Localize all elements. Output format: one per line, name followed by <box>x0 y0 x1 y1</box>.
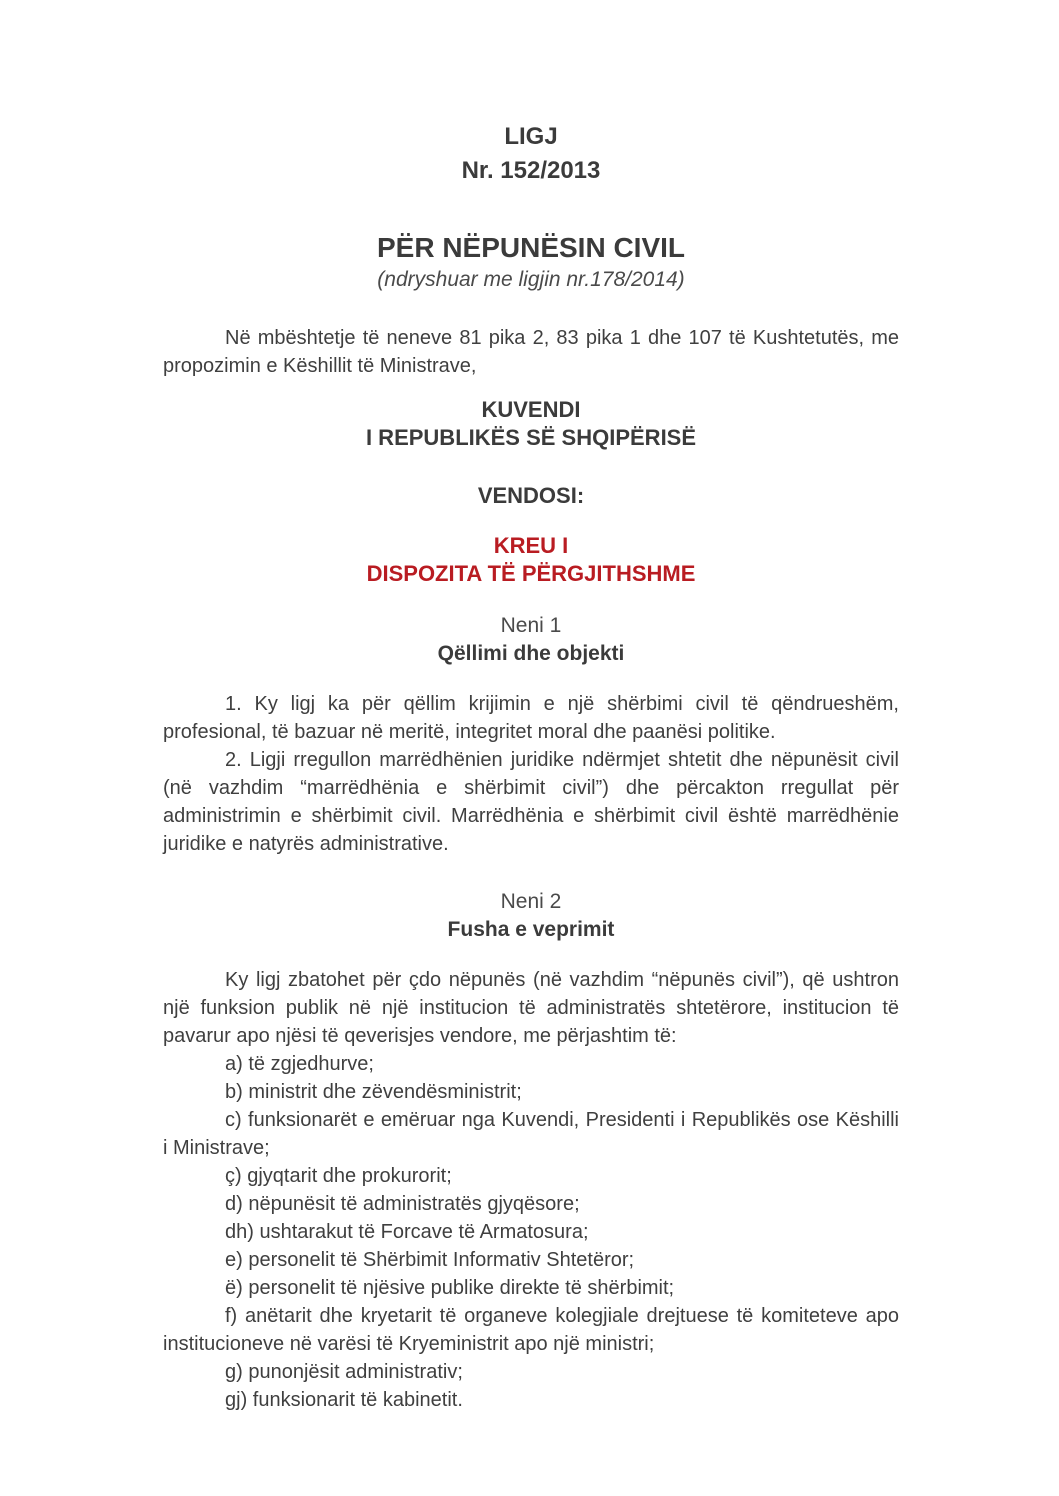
assembly-line-1: KUVENDI <box>481 397 581 422</box>
article-2-head <box>163 888 899 944</box>
chapter-number: KREU I <box>493 533 569 558</box>
list-item-c: c) funksionarët e emëruar nga Kuvendi, Presidenti i Republikës ose Këshilli i Ministrave; <box>163 1109 899 1159</box>
list-item-e: e) personelit të Shërbimit Informativ Shtetëror; <box>225 1249 635 1271</box>
list-item-dh: dh) ushtarakut të Forcave të Armatosura; <box>225 1221 589 1243</box>
law-number: Nr. 152/2013 <box>461 157 601 184</box>
law-title: LIGJ <box>504 123 558 150</box>
list-item-ç: ç) gjyqtarit dhe prokurorit; <box>225 1165 452 1187</box>
article-1-body <box>163 690 899 858</box>
list-item-gj: gj) funksionarit të kabinetit. <box>225 1389 463 1411</box>
article-1-paragraph-2: 2. Ligji rregullon marrëdhënien juridike ndërmjet shtetit dhe nëpunësit civil (në vazhdim “marrëdhënia e shërbimit civil”) dhe përcakton rregullat për administrimin e shërbimit civil. Marrëdhënia e shërbimit civil është marrëdhënie juridike e natyrës administrative. <box>163 749 899 855</box>
list-item-g: g) punonjësit administrativ; <box>225 1361 463 1383</box>
article-2-number: Neni 2 <box>500 890 562 913</box>
subject-title: PËR NËPUNËSIN CIVIL <box>376 232 686 263</box>
list-item-d: d) nëpunësit të administratës gjyqësore; <box>225 1193 580 1215</box>
assembly-block <box>163 396 899 452</box>
article-1-head <box>163 612 899 668</box>
chapter-block <box>163 532 899 588</box>
law-number-block <box>163 120 899 188</box>
assembly-line-2: I REPUBLIKËS SË SHQIPËRISË <box>365 425 697 450</box>
list-item-f: f) anëtarit dhe kryetarit të organeve kolegjiale drejtuese të komiteteve apo institucioneve në varësi të Kryeministrit apo një ministri; <box>163 1305 899 1355</box>
article-2-paragraph-1: Ky ligj zbatohet për çdo nëpunës (në vazhdim “nëpunës civil”), që ushtron një funksion publik në një institucion të administratës shtetërore, institucion të pavarur apo njësi të qeverisjes vendore, me përjashtim të: <box>163 969 899 1047</box>
amendment-note: (ndryshuar me ligjin nr.178/2014) <box>377 268 685 291</box>
preamble-paragraph: Në mbështetje të neneve 81 pika 2, 83 pika 1 dhe 107 të Kushtetutës, me propozimin e Këshillit të Ministrave, <box>163 327 899 377</box>
subject-block <box>163 232 899 296</box>
article-1-paragraph-1: 1. Ky ligj ka për qëllim krijimin e një shërbimi civil të qëndrueshëm, profesional, të bazuar në meritë, integritet moral dhe paanësi politike. <box>163 693 899 743</box>
article-1-number: Neni 1 <box>500 614 562 637</box>
article-2-body <box>163 966 899 1414</box>
list-item-ë: ë) personelit të njësive publike direkte të shërbimit; <box>225 1277 675 1299</box>
list-item-a: a) të zgjedhurve; <box>225 1053 374 1075</box>
list-item-b: b) ministrit dhe zëvendësministrit; <box>225 1081 522 1103</box>
article-1-title: Qëllimi dhe objekti <box>437 642 625 665</box>
chapter-title: DISPOZITA TË PËRGJITHSHME <box>366 561 696 586</box>
article-2-title: Fusha e veprimit <box>447 918 615 941</box>
decision-word: VENDOSI: <box>477 483 585 508</box>
